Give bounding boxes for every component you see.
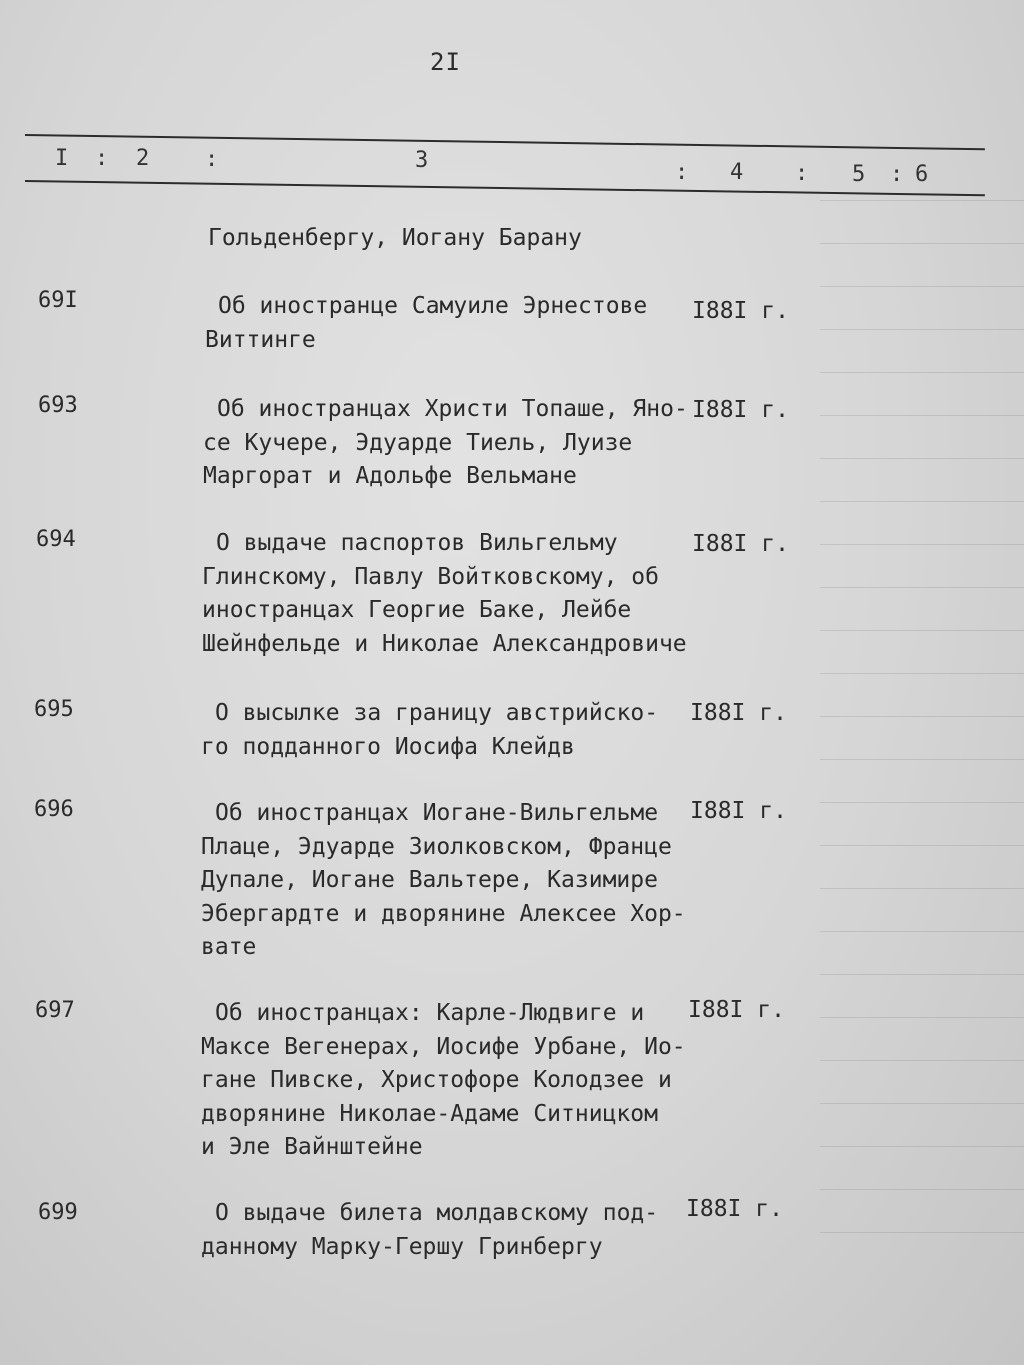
column-header-5: 5: [852, 162, 866, 187]
entry-year: I88I г.: [690, 798, 787, 824]
text-line: О выдаче паспортов Вильгельму: [216, 530, 618, 556]
entry-year: I88I г.: [692, 531, 789, 557]
text-line: Гольденбергу, Иогану Барану: [208, 225, 582, 251]
text-line: Шейнфельде и Николае Александровиче: [202, 630, 687, 657]
text-line: се Кучере, Эдуарде Тиель, Луизе: [203, 429, 633, 456]
text-line: иностранцах Георгие Баке, Лейбе: [202, 597, 632, 623]
text-line: Дупале, Иогане Вальтере, Казимире: [201, 867, 658, 893]
text-line: Глинскому, Павлу Войтковскому, об: [202, 563, 659, 590]
entry-number: 696: [34, 797, 74, 822]
entry-number: 695: [34, 697, 74, 722]
entry-number: 699: [38, 1200, 78, 1225]
text-line: О выдаче билета молдавскому под-: [215, 1200, 659, 1226]
entry-text: [205, 290, 647, 357]
text-line: и Эле Вайнштейне: [201, 1134, 423, 1160]
text-line: Максе Вегенерах, Иосифе Урбане, Ио-: [201, 1033, 686, 1060]
header-rule-top: [25, 134, 985, 150]
column-separator: :: [675, 160, 689, 185]
column-separator: :: [890, 162, 904, 187]
column-separator: :: [205, 147, 219, 172]
entry-text: [201, 797, 686, 965]
text-line: Плаце, Эдуарде Зиолковском, Франце: [201, 833, 672, 860]
column-header-4: 4: [730, 160, 744, 185]
text-line: Об иностранце Самуиле Эрнестове: [218, 293, 648, 319]
bleed-through-lines: [820, 200, 1024, 1360]
entry-number: 697: [35, 998, 75, 1023]
text-line: дворянине Николае-Адаме Ситницком: [201, 1100, 658, 1127]
column-header-3: 3: [415, 148, 429, 173]
entry-year: I88I г.: [688, 997, 785, 1023]
column-separator: :: [795, 161, 809, 186]
entry-number: 693: [38, 393, 78, 418]
column-separator: :: [95, 146, 109, 171]
entry-text: [201, 997, 686, 1165]
entry-text: [202, 527, 687, 661]
entry-text: [201, 1197, 658, 1264]
entry-year: I88I г.: [692, 397, 789, 423]
entry-year: I88I г.: [686, 1196, 783, 1222]
text-line: Об иностранцах Иогане-Вильгельме: [215, 800, 659, 826]
entry-number: 69I: [38, 288, 78, 313]
text-line: го подданного Иосифа Клейдв: [201, 733, 575, 760]
text-line: гане Пивске, Христофоре Колодзее и: [201, 1067, 672, 1093]
text-line: Об иностранцах: Карле-Людвиге и: [215, 1000, 645, 1026]
text-line: Об иностранцах Христи Топаше, Яно-: [217, 396, 688, 422]
entry-number: 694: [36, 527, 76, 552]
entry-text: [203, 393, 688, 494]
entry-text: [201, 697, 658, 764]
text-line: О высылке за границу австрийско-: [215, 700, 659, 726]
entry-year: I88I г.: [690, 700, 787, 726]
column-header-1: I: [55, 146, 69, 171]
page-number: 2I: [430, 48, 461, 76]
column-header-2: 2: [136, 146, 150, 171]
text-line: данному Марку-Гершу Гринбергу: [201, 1233, 603, 1260]
column-header-6: 6: [915, 162, 929, 187]
text-line: вате: [201, 934, 257, 960]
text-line: Эбергардте и дворянине Алексее Хор-: [201, 900, 686, 927]
entry-year: I88I г.: [692, 298, 789, 324]
text-line: Виттинге: [205, 326, 316, 353]
header-rule-bottom: [25, 180, 985, 196]
text-line: Маргорат и Адольфе Вельмане: [203, 463, 577, 489]
continuation-text: [208, 222, 582, 256]
